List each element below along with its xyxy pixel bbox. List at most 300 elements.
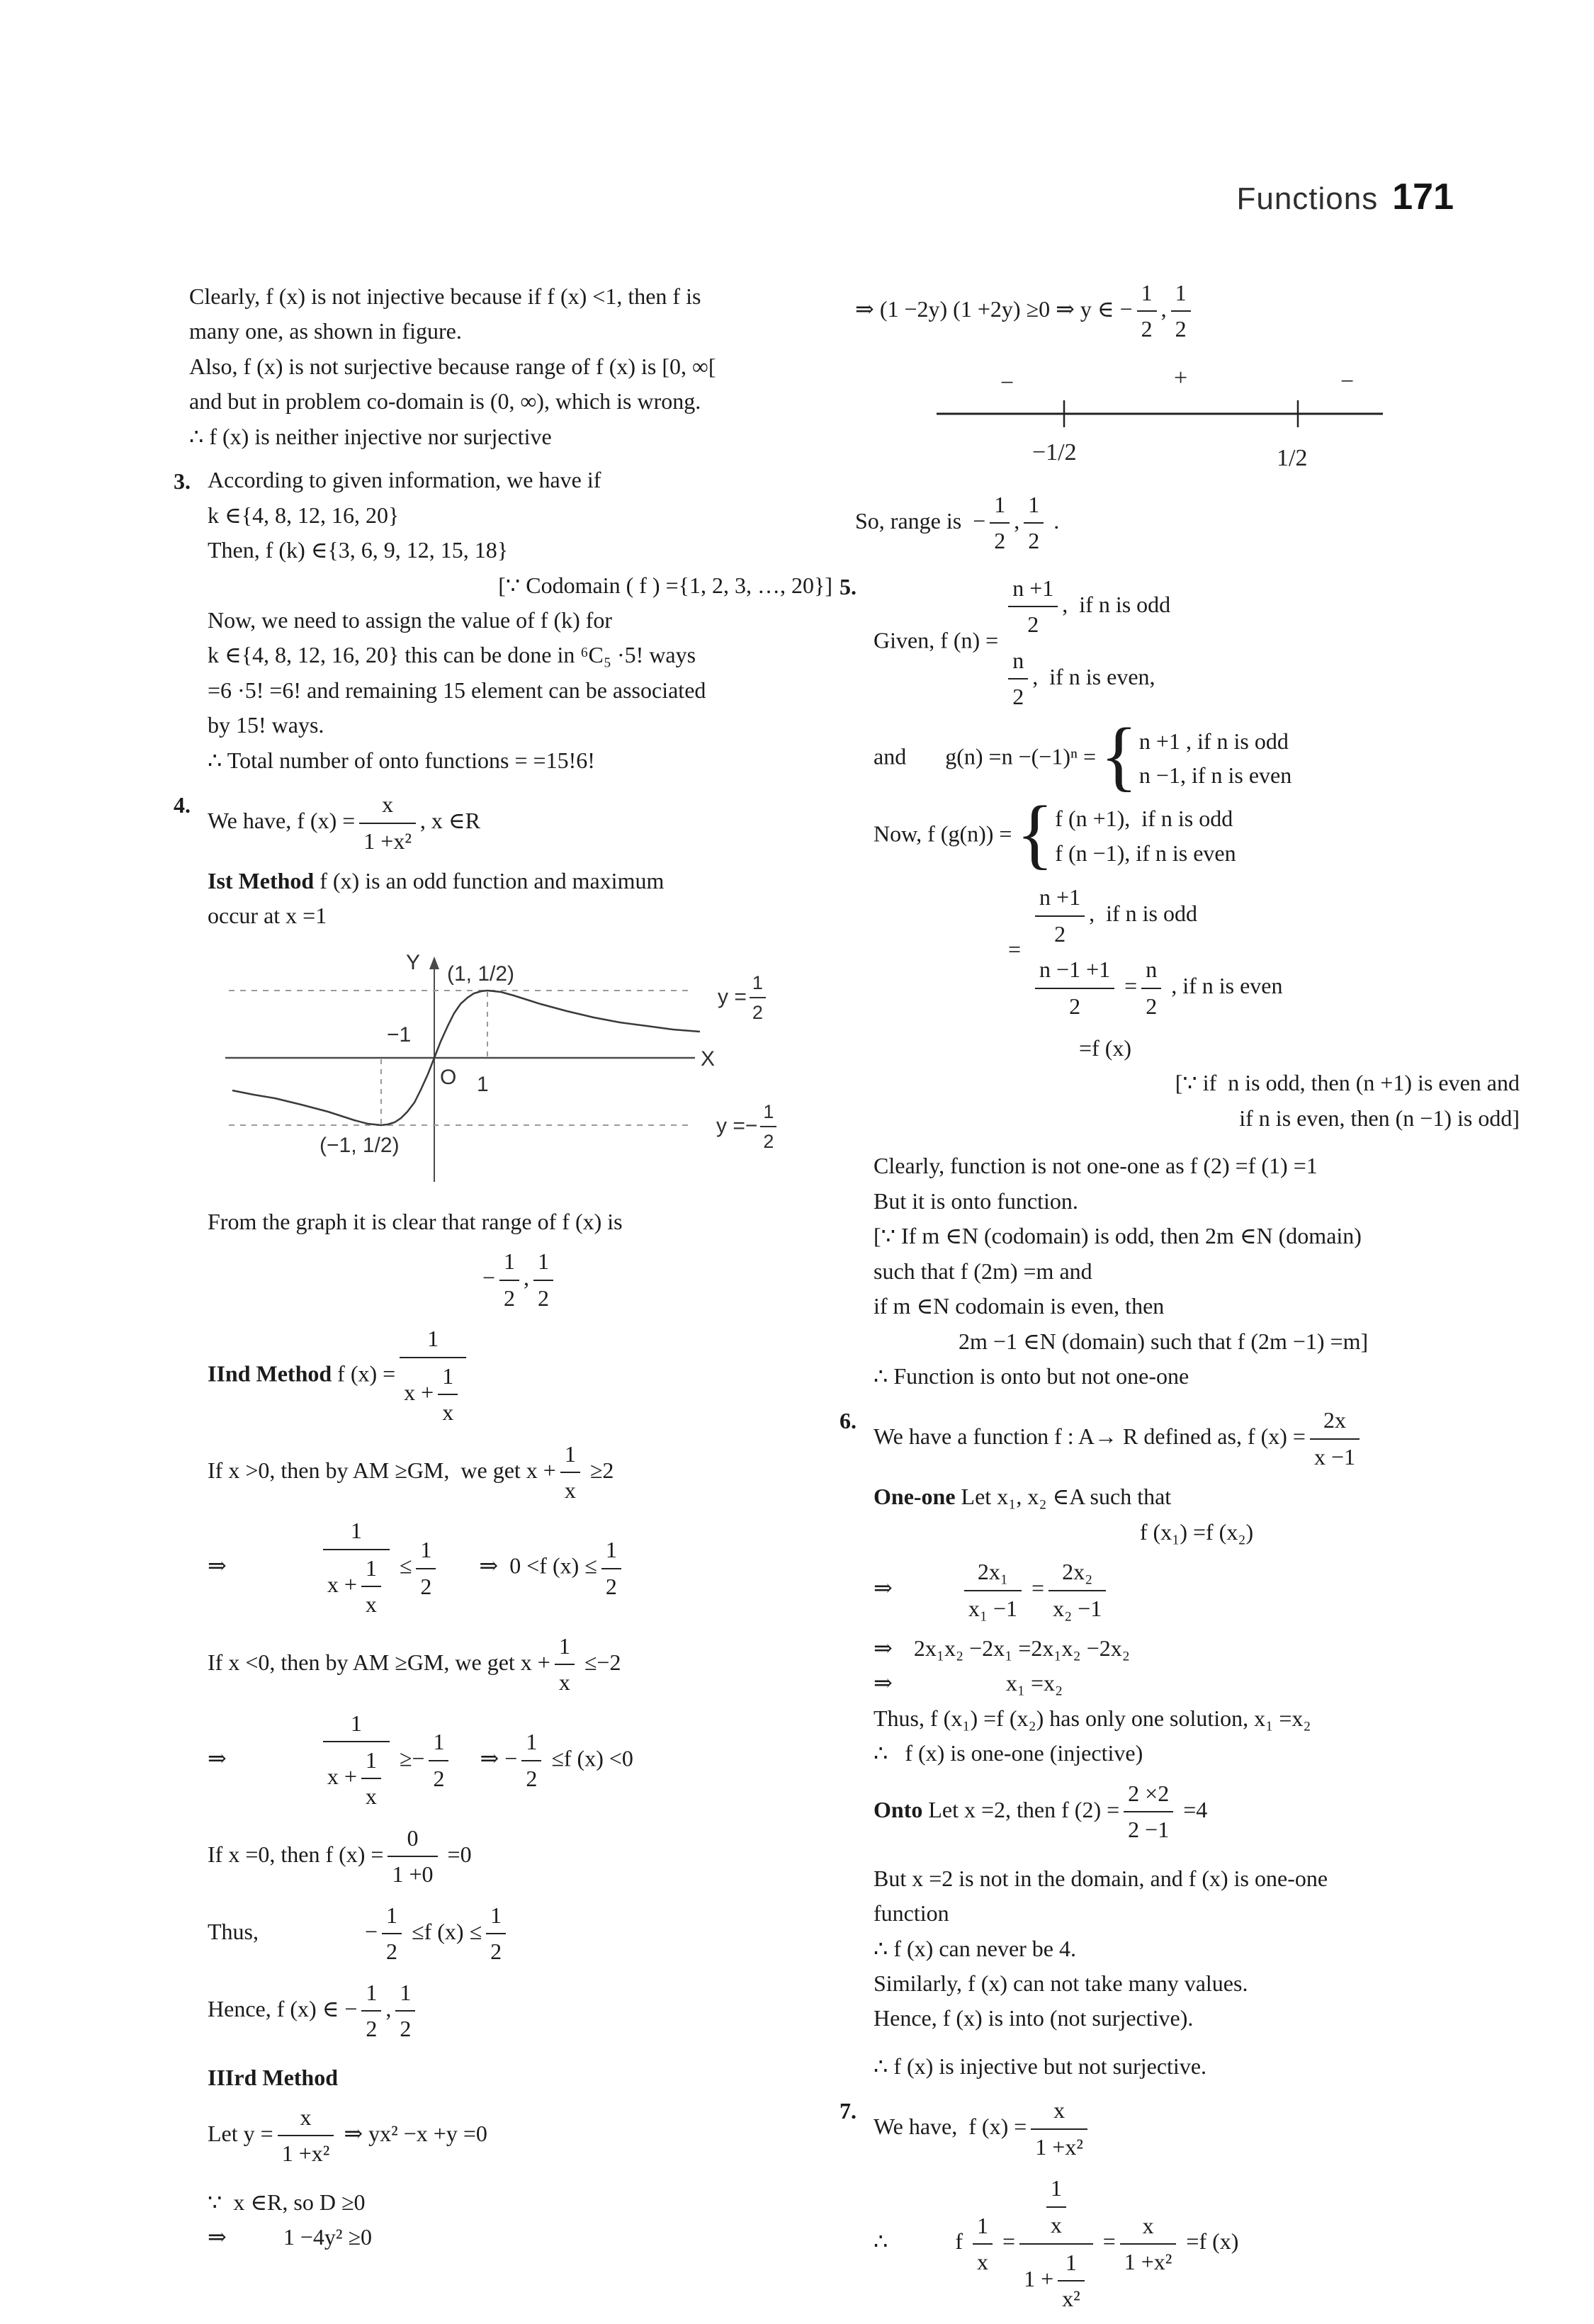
denominator bbox=[486, 1934, 506, 1968]
math-line bbox=[874, 879, 1520, 1025]
denominator bbox=[1124, 1812, 1173, 1846]
numerator bbox=[1048, 1556, 1106, 1591]
fraction bbox=[359, 789, 416, 857]
text-run: 1 bbox=[420, 1537, 432, 1563]
math-line bbox=[874, 1185, 1520, 1217]
numerator bbox=[1008, 572, 1058, 607]
numerator bbox=[323, 1708, 390, 1742]
math-line bbox=[874, 1290, 1520, 1322]
cases-row bbox=[1031, 881, 1282, 951]
denominator bbox=[1035, 917, 1085, 950]
numerator bbox=[1035, 954, 1114, 988]
text-run: Let x₁, x₂ ∈A such that bbox=[955, 1484, 1172, 1510]
text-run: 1 +x² bbox=[363, 828, 412, 854]
math-line bbox=[874, 2051, 1520, 2082]
right-column bbox=[840, 269, 1520, 2324]
text-run: 2x bbox=[1323, 1407, 1346, 1433]
text-run: x₁ −1 bbox=[968, 1595, 1018, 1621]
fraction bbox=[1058, 2247, 1085, 2315]
math-line bbox=[874, 1667, 1520, 1699]
numerator bbox=[1058, 2247, 1085, 2281]
left-column bbox=[174, 278, 832, 2257]
text-run: 2 bbox=[386, 1939, 398, 1965]
math-line bbox=[208, 1206, 832, 1238]
text-run: If x =0, then f (x) = bbox=[208, 1841, 384, 1867]
denominator bbox=[361, 2012, 381, 2045]
math-line bbox=[208, 500, 832, 531]
text-run: 2 bbox=[1141, 316, 1153, 342]
text-run: 2 bbox=[1012, 684, 1024, 710]
text-run: ≤f (x) <0 bbox=[546, 1745, 633, 1771]
math-line bbox=[874, 1067, 1520, 1099]
text-run: f (x) = bbox=[332, 1360, 396, 1387]
text-run: 1 bbox=[1141, 280, 1153, 305]
text-run: 2 bbox=[1175, 316, 1187, 342]
math-line bbox=[208, 865, 832, 897]
denominator bbox=[359, 824, 416, 857]
item-number: 5. bbox=[840, 573, 857, 599]
math-line bbox=[208, 2101, 832, 2171]
math-line bbox=[874, 1150, 1520, 1182]
denominator bbox=[1046, 2208, 1066, 2241]
text-run: 2 bbox=[420, 1573, 432, 1599]
text-run: x + bbox=[404, 1379, 434, 1405]
cases-row bbox=[1055, 837, 1236, 869]
text-run: , bbox=[524, 1265, 530, 1291]
text-run: 1 +x² bbox=[281, 2140, 330, 2167]
text-run: x bbox=[564, 1477, 576, 1503]
tick-label-neg-half: −1/2 bbox=[1032, 439, 1077, 466]
text-run: =0 bbox=[441, 1841, 472, 1867]
text-run: 1 bbox=[977, 2212, 989, 2238]
text-run: Then, f (k) ∈{3, 6, 9, 12, 15, 18} bbox=[208, 537, 509, 563]
text-run: ≤−2 bbox=[578, 1649, 621, 1675]
fraction bbox=[560, 1438, 580, 1507]
math-line bbox=[208, 1822, 832, 1892]
denominator bbox=[1008, 607, 1058, 641]
text-run: [∵ if n is odd, then (n +1) is even and bbox=[1175, 1070, 1520, 1096]
text-run: ∴ f (x) is injective but not surjective. bbox=[874, 2053, 1207, 2079]
text-run: n −1, if n is even bbox=[1138, 762, 1292, 788]
math-line bbox=[874, 1632, 1520, 1664]
fraction bbox=[973, 2210, 993, 2279]
numerator bbox=[750, 969, 766, 998]
text-run: k ∈{4, 8, 12, 16, 20} this can be done in ⁶C₅ ·5! ways bbox=[208, 642, 696, 668]
fraction bbox=[323, 1708, 390, 1814]
text-run: If x >0, then by AM ≥GM, we get x + bbox=[208, 1457, 556, 1483]
solution-2-continuation bbox=[174, 281, 832, 453]
solution-item-4 bbox=[174, 788, 832, 2254]
text-run: 2 bbox=[1054, 920, 1066, 947]
fraction bbox=[1008, 645, 1028, 713]
numerator bbox=[1035, 881, 1085, 916]
math-line bbox=[208, 604, 832, 636]
fraction bbox=[361, 1744, 381, 1813]
math-line bbox=[874, 2094, 1520, 2164]
fraction bbox=[1171, 277, 1191, 346]
text-run: ∵ x ∈R, so D ≥0 bbox=[208, 2189, 366, 2215]
one-label: 1 bbox=[477, 1072, 489, 1096]
text-run: Now, we need to assign the value of f (k) for bbox=[208, 607, 613, 633]
fraction bbox=[990, 489, 1010, 558]
math-line bbox=[208, 675, 832, 706]
math-line bbox=[208, 1707, 832, 1815]
denominator bbox=[1137, 312, 1157, 345]
denominator bbox=[1024, 524, 1044, 557]
numerator bbox=[361, 1977, 381, 2012]
text-run: 1 +x² bbox=[1035, 2133, 1083, 2160]
numerator bbox=[388, 1822, 437, 1857]
text-run: n +1 bbox=[1039, 884, 1081, 910]
numerator bbox=[560, 1438, 580, 1473]
text-run: We have, f (x) = bbox=[874, 2114, 1027, 2140]
chapter-title: Functions bbox=[1236, 181, 1379, 216]
text-run: 2 bbox=[752, 1002, 763, 1024]
text-run: ⇒ yx² −x +y =0 bbox=[338, 2120, 487, 2146]
numerator bbox=[1120, 2210, 1177, 2245]
denominator bbox=[973, 2245, 993, 2278]
numerator bbox=[382, 1900, 402, 1934]
fraction bbox=[395, 1977, 415, 2046]
cases-stack bbox=[1031, 879, 1282, 1025]
fraction bbox=[429, 1726, 448, 1795]
math-line bbox=[855, 276, 1520, 346]
math-line bbox=[874, 570, 1520, 716]
math-line bbox=[189, 385, 832, 417]
tick-label-pos-half: 1/2 bbox=[1277, 444, 1308, 471]
trough-point-label: (−1, 1/2) bbox=[320, 1133, 400, 1157]
text-run: x + bbox=[327, 1763, 357, 1789]
denominator bbox=[438, 1395, 458, 1428]
text-run: n −1 +1 bbox=[1039, 957, 1111, 983]
numerator bbox=[486, 1900, 506, 1934]
text-run: 1 bbox=[442, 1363, 454, 1389]
text-run: 1 bbox=[752, 971, 763, 993]
math-line bbox=[208, 1976, 832, 2046]
math-line bbox=[874, 1481, 1520, 1513]
text-run: x bbox=[1142, 2212, 1154, 2238]
numerator bbox=[555, 1630, 575, 1665]
text-run: 2 bbox=[1069, 993, 1081, 1019]
text-run: x −1 bbox=[1313, 1443, 1355, 1470]
math-line bbox=[874, 1256, 1520, 1287]
number-line-canvas bbox=[855, 354, 1493, 481]
text-run: and bbox=[874, 743, 907, 769]
fraction bbox=[760, 1098, 776, 1156]
item-number: 3. bbox=[174, 468, 191, 495]
numerator bbox=[278, 2102, 334, 2136]
fraction bbox=[499, 1246, 519, 1314]
text-run: =6 ·5! =6! and remaining 15 element can be associated bbox=[208, 677, 706, 703]
text-run: 2x₂ bbox=[1062, 1559, 1093, 1585]
text-run: 1 bbox=[386, 1902, 398, 1928]
y-half-label bbox=[718, 969, 769, 1027]
text-run: 1 −4y² ≥0 bbox=[283, 2224, 373, 2250]
math-line bbox=[208, 709, 832, 741]
text-run: 2 bbox=[1146, 993, 1158, 1019]
text-run: , bbox=[385, 1995, 392, 2021]
text-run: g(n) =n −(−1)ⁿ = bbox=[945, 743, 1097, 769]
text-run: So, range is − bbox=[855, 507, 986, 534]
denominator bbox=[533, 1281, 553, 1314]
text-run: ∴ Function is onto but not one-one bbox=[874, 1363, 1189, 1389]
math-line bbox=[208, 2187, 832, 2218]
text-run: if m ∈N codomain is even, then bbox=[874, 1293, 1165, 1319]
text-run: ⇒ bbox=[874, 1635, 893, 1661]
denominator bbox=[1171, 312, 1191, 345]
y-neg-half-label bbox=[716, 1098, 779, 1156]
text-run: ∴ bbox=[874, 2228, 888, 2255]
denominator bbox=[601, 1569, 621, 1603]
y-axis-arrow bbox=[429, 957, 439, 969]
text-run: 1 bbox=[366, 1979, 378, 2005]
fraction bbox=[555, 1630, 575, 1699]
math-line bbox=[208, 1899, 832, 1969]
fraction bbox=[533, 1246, 553, 1314]
math-line bbox=[874, 2002, 1520, 2034]
text-run: x bbox=[1053, 2097, 1066, 2123]
page-header bbox=[0, 171, 1454, 224]
text-run: ⇒ bbox=[208, 1745, 227, 1771]
denominator bbox=[416, 1569, 436, 1603]
denominator bbox=[382, 1934, 402, 1968]
math-line bbox=[874, 1032, 1520, 1064]
text-run: =4 bbox=[1177, 1796, 1208, 1822]
denominator bbox=[388, 1857, 437, 1890]
text-run: 2 bbox=[763, 1131, 774, 1153]
math-line bbox=[208, 570, 832, 602]
cases-stack bbox=[1004, 570, 1170, 716]
math-line bbox=[874, 1863, 1520, 1895]
math-line bbox=[208, 639, 832, 671]
text-run: Given, f (n) = bbox=[874, 627, 1005, 653]
math-line bbox=[874, 1933, 1520, 1965]
text-run: 1 bbox=[504, 1248, 516, 1275]
denominator bbox=[760, 1127, 776, 1155]
fraction bbox=[361, 1977, 381, 2046]
fraction bbox=[1046, 2172, 1066, 2241]
text-run: ∴ f (x) can never be 4. bbox=[874, 1935, 1076, 1961]
denominator bbox=[560, 1473, 580, 1506]
text-run: We have a function f : A→ R defined as, f (x) = bbox=[874, 1423, 1306, 1450]
fraction bbox=[486, 1900, 506, 1968]
y-axis-title: Y bbox=[406, 950, 421, 974]
math-line bbox=[874, 1968, 1520, 1999]
fraction bbox=[601, 1534, 621, 1603]
math-line bbox=[874, 1326, 1520, 1358]
item-number: 4. bbox=[174, 792, 191, 818]
fraction bbox=[1035, 881, 1085, 950]
text-run: We have, f (x) = bbox=[208, 807, 356, 833]
text-run: Clearly, function is not one-one as f (2) =f (1) =1 bbox=[874, 1153, 1318, 1179]
math-line: and g(n) =n −(−1)ⁿ ={ n +1 , if n is odd n −1, if n is even bbox=[874, 712, 1292, 799]
cases-stack bbox=[1055, 801, 1236, 872]
text-run: if n is even, then (n −1) is odd] bbox=[1239, 1105, 1520, 1131]
text-run: 1 + bbox=[1024, 2265, 1054, 2291]
denominator bbox=[964, 1591, 1022, 1625]
numerator bbox=[1137, 277, 1157, 312]
math-line bbox=[208, 1514, 832, 1622]
item-number: 6. bbox=[840, 1408, 857, 1434]
text-run: , if n is odd bbox=[1062, 591, 1171, 617]
text-run: ⇒ − bbox=[480, 1745, 518, 1771]
text-run: f bbox=[955, 2228, 969, 2255]
numerator bbox=[1008, 645, 1028, 679]
math-line bbox=[874, 1777, 1520, 1847]
text-run: by 15! ways. bbox=[208, 712, 324, 738]
text-run: ⇒ bbox=[874, 1670, 893, 1696]
numerator bbox=[964, 1556, 1022, 1591]
math-line bbox=[189, 351, 832, 383]
text-run: 1 bbox=[994, 491, 1006, 517]
text-run: ⇒ bbox=[874, 1574, 893, 1601]
peak-point-label: (1, 1/2) bbox=[447, 961, 515, 986]
text-run: x bbox=[365, 1783, 377, 1810]
bold-text: Ist Method bbox=[208, 868, 315, 893]
fraction bbox=[1019, 2172, 1093, 2316]
text-run: y =− bbox=[716, 1114, 758, 1138]
text-run: 1 bbox=[400, 1979, 412, 2005]
text-run: 2 bbox=[1028, 528, 1040, 554]
fraction bbox=[1008, 572, 1058, 641]
text-run: 2 bbox=[526, 1765, 538, 1791]
denominator bbox=[400, 1358, 466, 1430]
text-run: x bbox=[977, 2249, 989, 2274]
math-line bbox=[855, 488, 1520, 558]
text-run: Clearly, f (x) is not injective because if f (x) <1, then f is bbox=[189, 283, 701, 309]
fraction bbox=[1048, 1556, 1106, 1625]
text-run: ⇒ 0 <f (x) ≤ bbox=[479, 1552, 597, 1579]
numerator bbox=[990, 489, 1010, 524]
cases-row bbox=[1139, 760, 1291, 791]
text-run: 2 bbox=[504, 1285, 516, 1311]
numerator bbox=[1019, 2172, 1093, 2245]
text-run: 0 bbox=[407, 1824, 419, 1851]
text-run: f (x₁) =f (x₂) bbox=[1139, 1518, 1254, 1545]
math-line bbox=[189, 281, 832, 312]
numerator bbox=[438, 1360, 458, 1395]
math-line bbox=[874, 1703, 1520, 1734]
denominator bbox=[1031, 2130, 1087, 2163]
text-run: 2 bbox=[400, 2016, 412, 2042]
solution-item-5 bbox=[840, 570, 1520, 1393]
text-run: ≤ bbox=[393, 1552, 412, 1579]
math-line bbox=[874, 1102, 1520, 1134]
text-run: f (x) is an odd function and maximum bbox=[314, 868, 665, 893]
text-run: 2m −1 ∈N (domain) such that f (2m −1) =m] bbox=[959, 1328, 1369, 1354]
fraction bbox=[1024, 489, 1044, 558]
text-run: ∴ Total number of onto functions = =15!6! bbox=[208, 747, 595, 773]
denominator bbox=[429, 1761, 448, 1795]
text-run: 1 bbox=[1175, 280, 1187, 305]
fraction bbox=[438, 1360, 458, 1429]
sign-minus-right: − bbox=[1340, 368, 1355, 395]
math-line bbox=[208, 745, 832, 777]
math-line bbox=[189, 315, 832, 347]
text-run: x bbox=[365, 1591, 377, 1618]
numerator bbox=[1031, 2094, 1087, 2129]
text-run: 1 bbox=[490, 1902, 502, 1928]
text-run: But it is onto function. bbox=[874, 1188, 1078, 1214]
numerator bbox=[499, 1246, 519, 1280]
text-run: , bbox=[1160, 295, 1167, 322]
denominator bbox=[395, 2012, 415, 2045]
denominator bbox=[1058, 2281, 1085, 2315]
text-run: 1 bbox=[558, 1632, 570, 1659]
text-run: According to given information, we have if bbox=[208, 467, 601, 493]
math-line bbox=[874, 1737, 1520, 1769]
text-run: 2 bbox=[994, 528, 1006, 554]
cases-row bbox=[1004, 572, 1170, 642]
math-line bbox=[208, 1322, 832, 1430]
numerator bbox=[400, 1323, 466, 1358]
fraction bbox=[750, 969, 766, 1027]
denominator bbox=[1141, 989, 1161, 1022]
numerator bbox=[1024, 489, 1044, 524]
text-run: 1 bbox=[605, 1537, 617, 1563]
text-run: Similarly, f (x) can not take many values. bbox=[874, 1970, 1248, 1996]
sign-plus: + bbox=[1174, 364, 1188, 391]
text-run: 1 bbox=[365, 1555, 377, 1581]
denominator bbox=[1310, 1440, 1360, 1473]
text-run: ∴ f (x) is one-one (injective) bbox=[874, 1740, 1143, 1766]
numerator bbox=[361, 1552, 381, 1587]
text-run: 2 bbox=[1027, 611, 1039, 638]
text-run: . bbox=[1048, 507, 1060, 534]
sign-scheme-figure bbox=[855, 354, 1493, 481]
math-line bbox=[208, 1438, 832, 1508]
numerator bbox=[429, 1726, 448, 1761]
text-run: [∵ If m ∈N (codomain) is odd, then 2m ∈N (domain) bbox=[874, 1223, 1362, 1249]
item-number: 7. bbox=[840, 2098, 857, 2124]
cases-row bbox=[1139, 726, 1291, 757]
text-run: 1 bbox=[350, 1710, 362, 1736]
text-run: = bbox=[1026, 1574, 1045, 1601]
text-run: n bbox=[1012, 647, 1024, 673]
text-run: Hence, f (x) is into (not surjective). bbox=[874, 2005, 1194, 2031]
numerator bbox=[1171, 277, 1191, 312]
origin-label: O bbox=[440, 1065, 457, 1089]
text-run: 1 bbox=[365, 1747, 377, 1773]
solution-item-7 bbox=[840, 2094, 1520, 2317]
numerator bbox=[416, 1534, 436, 1569]
fraction bbox=[361, 1552, 381, 1621]
text-run: x bbox=[442, 1399, 454, 1426]
text-run: 1 bbox=[427, 1326, 439, 1352]
solution-item-3 bbox=[174, 464, 832, 777]
text-run: , x ∈R bbox=[419, 807, 480, 833]
fraction bbox=[1141, 954, 1161, 1022]
text-run: x bbox=[1050, 2211, 1062, 2238]
text-run: Hence, f (x) ∈ − bbox=[208, 1995, 358, 2021]
solution-item-6 bbox=[840, 1404, 1520, 2082]
text-run: many one, as shown in figure. bbox=[189, 318, 462, 344]
denominator bbox=[1048, 1591, 1106, 1625]
math-line bbox=[208, 788, 832, 858]
math-line bbox=[874, 1360, 1520, 1392]
denominator bbox=[555, 1665, 575, 1698]
text-run: 1 bbox=[763, 1100, 774, 1122]
numerator bbox=[1310, 1404, 1360, 1439]
x-axis-title: X bbox=[701, 1047, 716, 1071]
denominator bbox=[323, 1742, 390, 1814]
numerator bbox=[395, 1977, 415, 2012]
cases-row bbox=[1055, 803, 1236, 835]
text-run: ∴ f (x) is neither injective nor surjective bbox=[189, 423, 552, 449]
text-run: 1 bbox=[433, 1729, 445, 1755]
text-run: Now, f (g(n)) = bbox=[874, 820, 1012, 847]
denominator bbox=[750, 998, 766, 1026]
